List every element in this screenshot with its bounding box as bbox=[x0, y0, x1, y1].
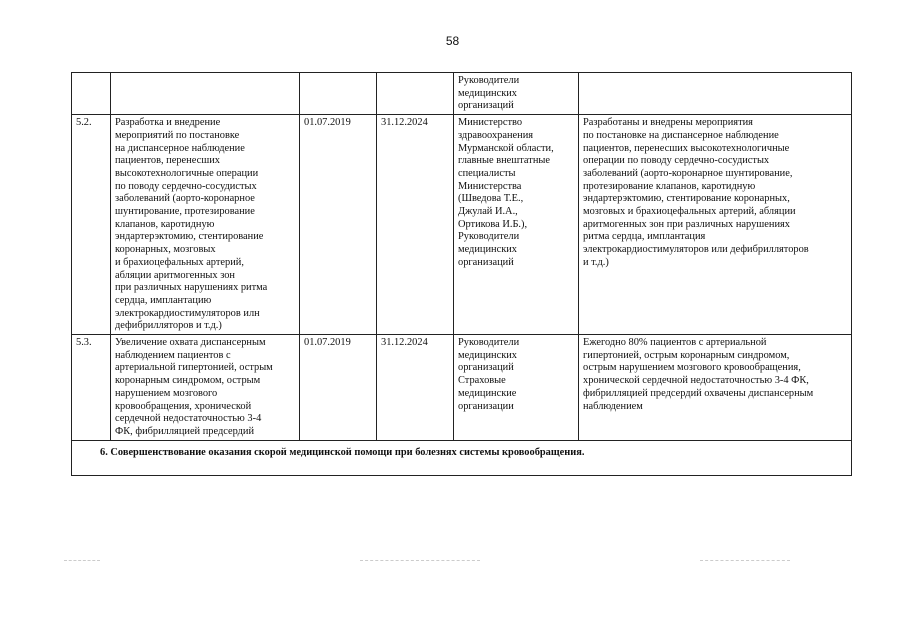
cell-line: Разработаны и внедрены мероприятия bbox=[583, 117, 753, 129]
cell-line: абляции аритмогенных зон bbox=[115, 269, 235, 281]
cell-line: наблюдением пациентов с bbox=[115, 349, 231, 361]
cell-line: артериальной гипертонией, острым bbox=[115, 362, 273, 374]
action-cell bbox=[111, 115, 300, 335]
responsible-cell bbox=[454, 73, 579, 115]
cell-line: коронарным синдромом, острым bbox=[115, 375, 261, 387]
end-date-cell: 31.12.2024 bbox=[377, 335, 454, 441]
cell-line: хронической сердечной недостаточностью 3-4 ФК, bbox=[583, 375, 809, 387]
section-row bbox=[72, 440, 852, 476]
cell-line: Ежегодно 80% пациентов с артериальной bbox=[583, 337, 767, 349]
cell-line: Руководители bbox=[458, 75, 520, 86]
table-row bbox=[72, 73, 852, 115]
start-date-cell bbox=[300, 73, 377, 115]
end-date-cell bbox=[377, 73, 454, 115]
cell-line: Ортикова И.Б.), bbox=[458, 218, 528, 230]
cell-line: высокотехнологичные операции bbox=[115, 167, 259, 179]
scan-artifact-line bbox=[360, 560, 480, 561]
result-cell bbox=[579, 73, 852, 115]
cell-line: организаций bbox=[458, 100, 514, 112]
row-number-cell bbox=[72, 73, 111, 115]
scan-artifact-line bbox=[700, 560, 790, 561]
cell-line: по постановке на диспансерное наблюдение bbox=[583, 129, 779, 141]
cell-line: по поводу сердечно-сосудистых bbox=[115, 180, 257, 192]
table-row bbox=[72, 335, 852, 441]
cell-line: коронарных, мозговых bbox=[115, 244, 216, 256]
cell-line: медицинских bbox=[458, 349, 517, 361]
cell-line: и брахиоцефальных артерий, bbox=[115, 256, 244, 268]
plan-table-body bbox=[72, 73, 852, 476]
cell-line: при различных нарушениях ритма bbox=[115, 282, 268, 294]
cell-line: шунтирование, протезирование bbox=[115, 206, 255, 218]
plan-table bbox=[71, 72, 852, 476]
section-heading: 6. Совершенствование оказания скорой медицинской помощи при болезнях системы кровообращения. bbox=[72, 440, 852, 476]
end-date-cell: 31.12.2024 bbox=[377, 115, 454, 335]
cell-line: медицинских bbox=[458, 87, 517, 99]
table-row bbox=[72, 115, 852, 335]
cell-line: кровообращения, хронической bbox=[115, 400, 252, 412]
cell-line: протезирование клапанов, каротидную bbox=[583, 180, 756, 192]
cell-line: эндартерэктомию, стентирование коронарных, bbox=[583, 193, 790, 205]
cell-line: (Шведова Т.Е., bbox=[458, 193, 524, 205]
row-number-cell: 5.3. bbox=[72, 335, 111, 441]
cell-line: ФК, фибрилляцией предсердий bbox=[115, 425, 255, 437]
cell-line: на диспансерное наблюдение bbox=[115, 142, 245, 154]
result-cell bbox=[579, 335, 852, 441]
scan-artifact-line bbox=[64, 560, 100, 561]
cell-line: клапанов, каротидную bbox=[115, 218, 215, 230]
start-date-cell: 01.07.2019 bbox=[300, 115, 377, 335]
cell-line: заболеваний (аорто-коронарное bbox=[115, 193, 255, 205]
cell-line: здравоохранения bbox=[458, 129, 534, 141]
responsible-cell bbox=[454, 335, 579, 441]
cell-line: Страховые bbox=[458, 375, 506, 387]
cell-line: пациентов, перенесших высокотехнологичные bbox=[583, 142, 790, 154]
cell-line: Министерство bbox=[458, 117, 523, 129]
cell-line: медицинские bbox=[458, 387, 517, 399]
cell-line: медицинских bbox=[458, 244, 517, 256]
cell-line: пациентов, перенесших bbox=[115, 155, 220, 167]
cell-line: фибрилляцией предсердий охвачены диспансерным bbox=[583, 387, 814, 399]
cell-line: эндартерэктомию, стентирование bbox=[115, 231, 264, 243]
cell-line: специалисты bbox=[458, 167, 516, 179]
row-number-cell: 5.2. bbox=[72, 115, 111, 335]
cell-line: мероприятий по постановке bbox=[115, 129, 240, 141]
cell-line: и т.д.) bbox=[583, 256, 609, 268]
cell-line: ритма сердца, имплантация bbox=[583, 231, 706, 243]
cell-line: наблюдением bbox=[583, 400, 643, 412]
cell-line: мозговых и брахиоцефальных артерий, абляции bbox=[583, 206, 796, 218]
cell-line: острым нарушением мозгового кровообращения, bbox=[583, 362, 801, 374]
start-date-cell: 01.07.2019 bbox=[300, 335, 377, 441]
result-cell bbox=[579, 115, 852, 335]
cell-line: заболеваний (аорто-коронарное шунтирование, bbox=[583, 167, 793, 179]
cell-line: дефибрилляторов и т.д.) bbox=[115, 320, 222, 332]
cell-line: Мурманской области, bbox=[458, 142, 554, 154]
cell-line: главные внештатные bbox=[458, 155, 550, 167]
cell-line: организаций bbox=[458, 256, 514, 268]
cell-line: Министерства bbox=[458, 180, 522, 192]
cell-line: операции по поводу сердечно-сосудистых bbox=[583, 155, 770, 167]
cell-line: аритмогенных зон при различных нарушениях bbox=[583, 218, 790, 230]
cell-line: сердечной недостаточностью 3-4 bbox=[115, 413, 262, 425]
cell-line: организаций bbox=[458, 362, 514, 374]
cell-line: электрокардиостимуляторов или дефибрилляторов bbox=[583, 244, 809, 256]
cell-line: сердца, имплантацию bbox=[115, 294, 212, 306]
cell-line: Руководители bbox=[458, 231, 520, 243]
action-cell bbox=[111, 73, 300, 115]
page-number: 58 bbox=[445, 34, 460, 48]
action-cell bbox=[111, 335, 300, 441]
cell-line: электрокардиостимуляторов илн bbox=[115, 307, 260, 319]
cell-line: Руководители bbox=[458, 337, 520, 349]
cell-line: Разработка и внедрение bbox=[115, 117, 221, 129]
cell-line: Увеличение охвата диспансерным bbox=[115, 337, 266, 349]
cell-line: гипертонией, острым коронарным синдромом, bbox=[583, 349, 790, 361]
cell-line: нарушением мозгового bbox=[115, 387, 218, 399]
cell-line: организации bbox=[458, 400, 514, 412]
cell-line: Джулай И.А., bbox=[458, 206, 518, 218]
responsible-cell bbox=[454, 115, 579, 335]
